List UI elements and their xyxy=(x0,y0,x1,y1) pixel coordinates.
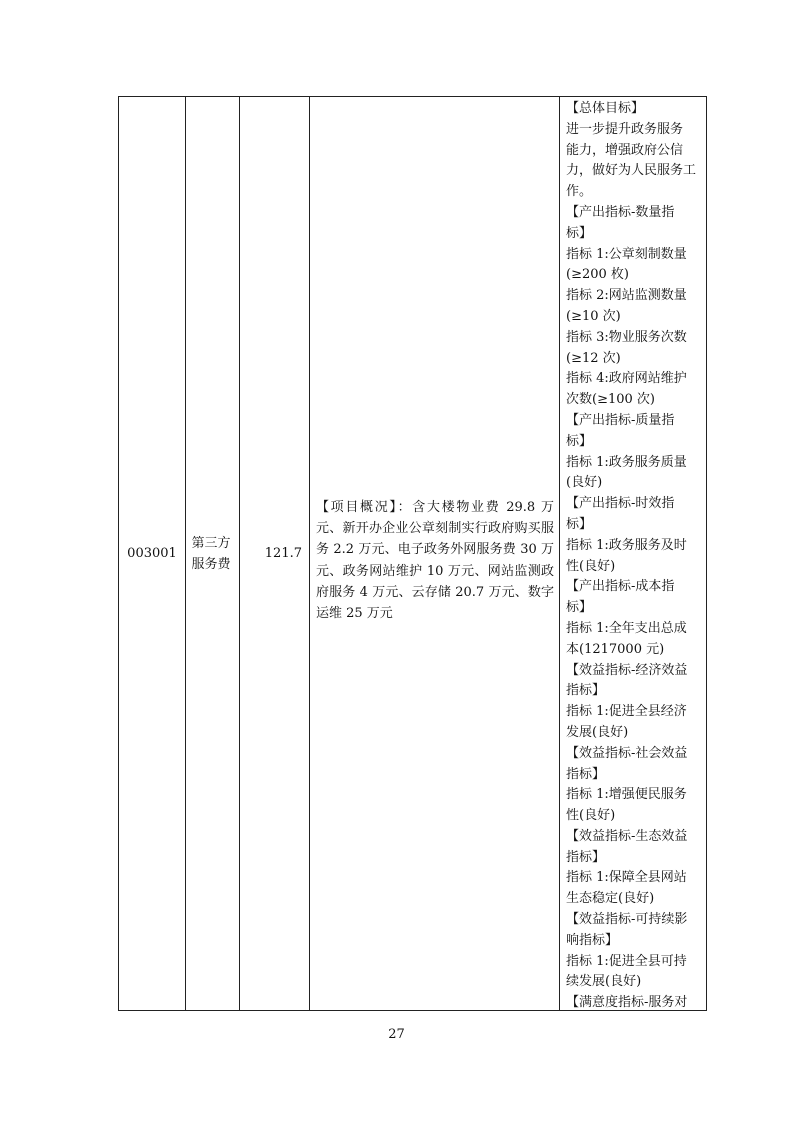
goal-line: 力，做好为人民服务工 xyxy=(566,163,697,179)
goal-line: 标】 xyxy=(566,225,593,241)
goal-line: 指标】 xyxy=(566,766,606,782)
project-name-cell xyxy=(186,97,239,1010)
goal-line: 【效益指标-社会效益 xyxy=(566,745,688,761)
performance-goals xyxy=(566,99,702,1014)
goal-line: 发展(良好) xyxy=(566,724,629,740)
goal-line: 指标 1:全年支出总成 xyxy=(566,620,687,636)
goal-line: 指标 1:公章刻制数量 xyxy=(566,246,687,262)
goal-line: 【效益指标-生态效益 xyxy=(566,828,688,844)
goal-line: 指标】 xyxy=(566,683,606,699)
goal-line: 标】 xyxy=(566,433,593,449)
goal-line: 作。 xyxy=(566,184,593,200)
goal-line: 指标 1:政务服务质量 xyxy=(566,454,687,470)
goal-line: 【产出指标-数量指 xyxy=(566,204,675,220)
goal-line: 指标】 xyxy=(566,849,606,865)
goal-line: 标】 xyxy=(566,600,593,616)
goal-line: 标】 xyxy=(566,516,593,532)
goal-line: 【产出指标-时效指 xyxy=(566,496,675,512)
goal-line: 指标 1:增强便民服务 xyxy=(566,787,687,803)
goal-line: (≥200 枚) xyxy=(566,267,629,283)
goal-line: 指标 1:促进全县经济 xyxy=(566,704,687,720)
goal-line: 响指标】 xyxy=(566,932,619,948)
goal-line: 性(良好) xyxy=(566,558,616,574)
goal-line: 本(1217000 元) xyxy=(566,641,665,657)
goal-line: 【效益指标-经济效益 xyxy=(566,662,688,678)
goal-line: 【产出指标-成本指 xyxy=(566,579,675,595)
column-divider xyxy=(309,97,310,1010)
goal-line: 生态稳定(良好) xyxy=(566,891,655,907)
page-number: 27 xyxy=(388,1027,405,1042)
budget-table xyxy=(118,96,707,1011)
project-code-cell xyxy=(119,97,185,1010)
goal-line: 【总体目标】 xyxy=(566,101,645,116)
goal-line: 性(良好) xyxy=(566,808,616,824)
project-amount-cell xyxy=(240,97,308,1010)
goal-line: 续发展(良好) xyxy=(566,974,642,990)
goal-line: 能力，增强政府公信 xyxy=(566,142,684,158)
goal-line: 【满意度指标-服务对 xyxy=(566,995,688,1011)
goal-line: 指标 4:政府网站维护 xyxy=(566,371,687,387)
project-code: 003001 xyxy=(127,545,177,561)
goal-line: 指标 1:政务服务及时 xyxy=(566,537,687,553)
goal-line: (≥10 次) xyxy=(566,308,621,324)
goal-line: 指标 2:网站监测数量 xyxy=(566,288,687,304)
column-divider xyxy=(559,97,560,1010)
goal-line: 指标 1:促进全县可持 xyxy=(566,953,687,969)
goal-line: (良好) xyxy=(566,475,603,491)
goal-line: 【产出指标-质量指 xyxy=(566,412,675,428)
goal-line: 指标 3:物业服务次数 xyxy=(566,329,687,345)
goal-line: (≥12 次) xyxy=(566,350,621,366)
project-name: 第三方服务费 xyxy=(191,535,231,572)
goal-line: 【效益指标-可持续影 xyxy=(566,912,688,928)
goal-line: 指标 1:保障全县网站 xyxy=(566,870,687,886)
project-amount: 121.7 xyxy=(264,545,302,561)
goal-line: 进一步提升政务服务 xyxy=(566,121,684,137)
goal-line: 次数(≥100 次) xyxy=(566,392,655,408)
project-overview: 【项目概况】：含大楼物业费 29.8 万元、新开办企业公章刻制实行政府购买服务 2.2 万元、电子政务外网服务费 30 万元、政务网站维护 10 万元、网站监测政府服务 4 万元、云存储 20.7 万元、数字运维 25 万元 xyxy=(316,500,554,622)
